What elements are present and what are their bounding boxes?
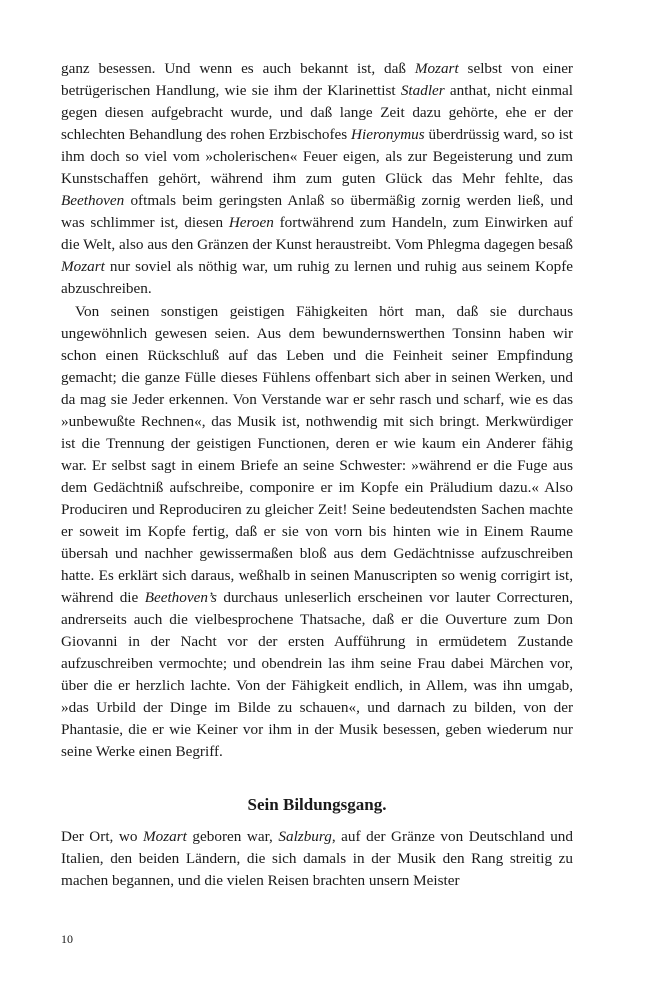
text-run: Der Ort, wo: [61, 827, 143, 845]
text-run: Von seinen sonstigen geistigen Fähigkeiten hört man, daß sie durchaus ungewöhnlich gewesen seien. Aus dem bewundernswerthen Tonsinn haben wir schon einen Rückschluß auf das Leben und die Feinheit seiner Empfindung gemacht; die ganze Fülle dieses Fühlens offenbart sich aber in seinen Werken, und da mag sie Jeder erkennen. Von Verstande war er sehr rasch und scharf, wie es das »unbewußte Rechnen«, das Musik ist, nothwendig mit sich bringt. Merkwürdiger ist die Trennung der geistigen Functionen, deren er wie kaum ein Anderer fähig war. Er selbst sagt in einem Briefe an seine Schwester: »während er die Fuge aus dem Gedächtniß aufschreibe, componire er im Kopfe ein Präludium dazu.« Also Produciren und Reproduciren zu gleicher Zeit! Seine bedeutendsten Sachen machte er soweit im Kopfe fertig, daß er sie von vorn bis hinten wie in Einem Raume übersah und nachher gewissermaßen bloß aus dem Gedächtnisse aufzuschreiben hatte. Es erklärt sich daraus, weßhalb in seinen Manuscripten so wenig corrigirt ist, während die: [61, 302, 573, 607]
section-heading: Sein Bildungsgang.: [247, 794, 387, 814]
text-run: oftmals beim geringsten Anlaß so übermäßig zornig werden ließ, und was schlimmer ist, diesen: [61, 192, 573, 232]
paragraph-p2: [61, 301, 573, 764]
text-run: nur soviel als nöthig war, um ruhig zu lernen und ruhig aus seinem Kopfe abzuschreiben.: [61, 258, 573, 298]
text-run: überdrüssig ward, so ist ihm doch so viel vom »cholerischen« Feuer eigen, als zur Begeisterung und zum Kunstschaffen gehört, während ihm zum guten Glück das Mehr fehlte, das: [61, 126, 573, 188]
text-run: anthat, nicht einmal gegen diesen aufgebracht wurde, und daß lange Zeit dazu gehörte, ehe er der schlechten Behandlung des rohen Erzbischofes: [61, 82, 573, 144]
italic-run: Salzburg: [278, 827, 332, 845]
italic-run: Hieronymus: [351, 126, 425, 144]
italic-run: Mozart: [61, 258, 105, 276]
italic-run: Beethoven’s: [144, 589, 217, 607]
italic-run: Stadler: [400, 82, 445, 100]
italic-run: Mozart: [414, 60, 459, 77]
text-run: durchaus unleserlich erscheinen vor lauter Correcturen, andrerseits auch die vielbesprochene Thatsache, daß er die Ouverture zum Don Giovanni in der Nacht vor der ersten Aufführung in ermüdetem Zustande aufzuschreiben vermochte; und obendrein las ihm seine Frau dabei Märchen vor, über die er herzlich lachte. Von der Fähigkeit endlich, in Allem, was ihn umgab, »das Urbild der Dinge im Bilde zu schauen«, und darnach zu bilden, von der Phantasie, die er wie Keiner vor ihm in der Musik besessen, geben wiederum nur seine Werke einen Begriff.: [61, 589, 574, 761]
text-run: geboren war,: [186, 827, 279, 845]
paragraph-p3: [61, 826, 573, 892]
page-number: 10: [61, 932, 73, 946]
text-block-lower: [61, 826, 573, 892]
italic-run: Beethoven: [61, 192, 125, 210]
text-run: fortwährend zum Handeln, zum Einwirken auf die Welt, also aus den Gränzen der Kunst heraustreibt. Vom Phlegma dagegen besaß: [61, 214, 573, 254]
italic-run: Heroen: [228, 214, 274, 232]
text-run: ganz besessen. Und wenn es auch bekannt ist, daß: [61, 60, 415, 77]
text-run: selbst von einer betrügerischen Handlung, wie sie ihm der Klarinettist: [61, 60, 573, 100]
paragraph-p1: [61, 58, 573, 301]
page-body: [61, 58, 573, 892]
text-block-upper: [61, 58, 573, 764]
italic-run: Mozart: [143, 827, 187, 845]
text-run: , auf der Gränze von Deutschland und Italien, den beiden Ländern, die sich damals in der Musik den Rang streitig zu machen begannen, und die vielen Reisen brachten unsern Meister: [61, 827, 573, 889]
